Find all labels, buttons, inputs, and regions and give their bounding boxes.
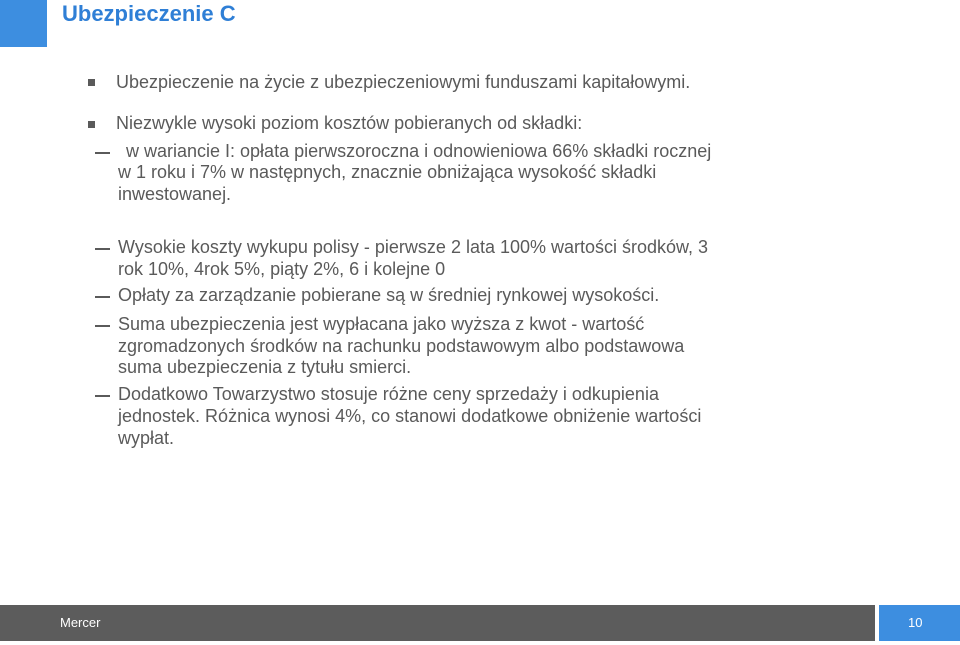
sub-bullet-text: Dodatkowo Towarzystwo stosuje różne ceny sprzedaży i odkupienia xyxy=(118,384,659,404)
dash-bullet-icon xyxy=(95,152,110,154)
sub-bullet-text: w 1 roku i 7% w następnych, znacznie obniżająca wysokość składki xyxy=(118,162,657,182)
sub-bullet-text: zgromadzonych środków na rachunku podstawowym albo podstawowa xyxy=(118,336,685,356)
bullet-text: Ubezpieczenie na życie z ubezpieczeniowymi funduszami kapitałowymi. xyxy=(116,72,691,92)
sub-bullet-text: wypłat. xyxy=(118,428,175,448)
sub-bullet-text: Suma ubezpieczenia jest wypłacana jako wyższa z kwot - wartość xyxy=(118,314,645,334)
dash-bullet-icon xyxy=(95,395,110,397)
bullet-text: Niezwykle wysoki poziom kosztów pobieranych od składki: xyxy=(116,113,583,133)
sub-bullet-text: Wysokie koszty wykupu polisy - pierwsze 2 lata 100% wartości środków, 3 xyxy=(118,237,709,257)
sub-bullet-text: Opłaty za zarządzanie pobierane są w średniej rynkowej wysokości. xyxy=(118,285,660,305)
sub-bullet-text: w wariancie I: opłata pierwszoroczna i odnowieniowa 66% składki rocznej xyxy=(126,141,712,161)
square-bullet-icon xyxy=(88,121,95,128)
sub-bullet-text: jednostek. Różnica wynosi 4%, co stanowi dodatkowe obniżenie wartości xyxy=(118,406,702,426)
dash-bullet-icon xyxy=(95,325,110,327)
square-bullet-icon xyxy=(88,79,95,86)
footer-bar xyxy=(0,605,875,641)
sub-bullet-text: inwestowanej. xyxy=(118,184,232,204)
page-number: 10 xyxy=(908,615,923,630)
slide-title: Ubezpieczenie C xyxy=(62,1,236,26)
dash-bullet-icon xyxy=(95,248,110,250)
sub-bullet-text: rok 10%, 4rok 5%, piąty 2%, 6 i kolejne 0 xyxy=(118,259,446,279)
sub-bullet-text: suma ubezpieczenia z tytułu smierci. xyxy=(118,357,412,377)
dash-bullet-icon xyxy=(95,296,110,298)
footer-company: Mercer xyxy=(60,615,101,630)
